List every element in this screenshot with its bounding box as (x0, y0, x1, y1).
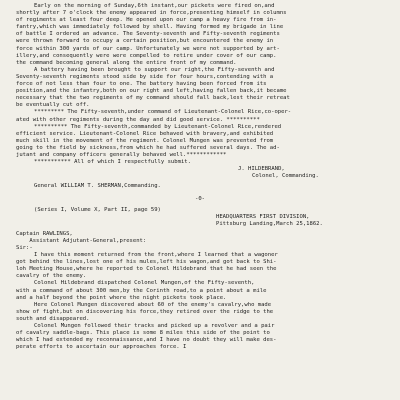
text-line: force of not less than four to one. The battery having been forced from its (16, 81, 267, 88)
text-line: efficient service. Lieutenant-Colonel Rice behaved with bravery,and exhibited (16, 130, 274, 137)
text-line: A battery having been brought to support our right,the Fifty-seventh and (34, 66, 275, 73)
paragraph-2 (16, 67, 384, 110)
paragraph-5 (16, 280, 384, 301)
text-line: I have this moment returned from the front,where I learned that a wagoner (34, 252, 278, 259)
text-line: Here Colonel Mungen discovered about 60 of the enemy's cavalry,who made (34, 301, 272, 308)
paragraph-1 (16, 3, 384, 67)
signature-block (16, 166, 384, 180)
text-line: got behind the lines,lost one of his mules,left his wagon,and got back to Shi- (16, 259, 277, 266)
text-line: ********** The Fifty-seventh,commanded by Lieutenant-Colonel Rice,rendered (34, 123, 282, 130)
header-place-date: Pittsburg Landing,March 25,1862. (216, 220, 323, 227)
text-line: with a command of about 300 men,by the Corinth road,to a point about a mile (16, 287, 267, 294)
letter-header (16, 214, 384, 228)
text-line: Colonel Hildebrand dispatched Colonel Mungen,of the Fifty-seventh, (34, 280, 255, 287)
text-line: were thrown forward to occupy a certain position,but encountered the enemy in (16, 38, 274, 45)
salutation (16, 231, 384, 252)
paragraph-6 (16, 302, 384, 323)
text-line: of regiments at least four deep. He opened upon our camp a heavy fire from in- (16, 17, 277, 24)
text-line: Early on the morning of Sunday,6th instant,our pickets were fired on,and (34, 3, 275, 9)
text-line: *********** All of which I respectfully submit. (34, 159, 191, 166)
salutation-line: Assistant Adjutant-General,present: (16, 237, 147, 244)
text-line: fantry,which was immediately followed by shell. Having formed my brigade in line (16, 24, 284, 31)
text-line: Colonel Mungen followed their tracks and picked up a revolver and a pair (34, 323, 275, 330)
source-reference: (Series I, Volume X, Part II, page 59) (34, 206, 161, 213)
text-line: force within 300 yards of our camp. Unfortunately we were not supported by art- (16, 45, 280, 52)
signature-title: Colonel, Commanding. (252, 173, 319, 180)
signature-name: J. HILDEBRAND, (238, 166, 285, 173)
text-line: jutant and company officers generally behaved well.************ (16, 151, 227, 158)
text-line: the command becoming general along the entire front of my command. (16, 59, 237, 66)
text-line: of battle I ordered an advance. The Seventy-seventh and Fifty-seventh regiments (16, 31, 280, 38)
text-line: perate efforts to ascertain our approaches force. I (16, 344, 187, 351)
salutation-line: Captain RAWLINGS, (16, 230, 73, 237)
header-org: HEADQUARTERS FIRST DIVISION, (216, 213, 310, 220)
text-line: of cavalry saddle-bags. This place is some 8 miles this side of the point to (16, 330, 270, 337)
text-line: Seventy-seventh regiments stood side by side for four hours,contending with a (16, 73, 274, 80)
text-line: cavalry of the enemy. (16, 273, 87, 280)
text-line: ated with other regiments during the day and did good service. ********** (16, 116, 260, 123)
text-line: necessary that the two regiments of my command should fall back,lest their retreat (16, 95, 290, 102)
text-line: much skill in the movement of the regiment. Colonel Mungen was prevented from (16, 137, 274, 144)
paragraph-4 (16, 252, 384, 280)
text-line: south and disappeared. (16, 315, 90, 322)
text-line: and a half beyond the point where the night pickets took place. (16, 294, 227, 301)
salutation-line: Sir:- (16, 245, 33, 251)
text-line: be eventually cut off. (16, 102, 90, 109)
text-line: position,and the infantry,both on our right and left,having fallen back,it became (16, 88, 287, 95)
paragraph-3 (16, 109, 384, 166)
text-line: loh Meeting House,where he reported to Colonel Hildebrand that he had seen the (16, 266, 277, 273)
section-separator: -0- (194, 196, 206, 203)
paragraph-7 (16, 323, 384, 351)
addressee: General WILLIAM T. SHERMAN,Commanding. (34, 183, 161, 190)
text-line: which I had extended my reconnaissance,and I have no doubt they will make des- (16, 337, 277, 344)
text-line: show of fight,but on discovering his force,they retired over the ridge to the (16, 308, 274, 315)
text-line: shortly after 7 o'clock the enemy appeared in force,presenting himself in columns (16, 10, 287, 17)
text-line: going to the field by sickness,from which he had suffered several days. The ad- (16, 144, 280, 151)
text-line: illery,and consequently were were compelled to retire under cover of our camp. (16, 52, 277, 59)
text-line: ********* The Fifty-seventh,under command of Lieutenant-Colonel Rice,co-oper- (34, 109, 292, 116)
